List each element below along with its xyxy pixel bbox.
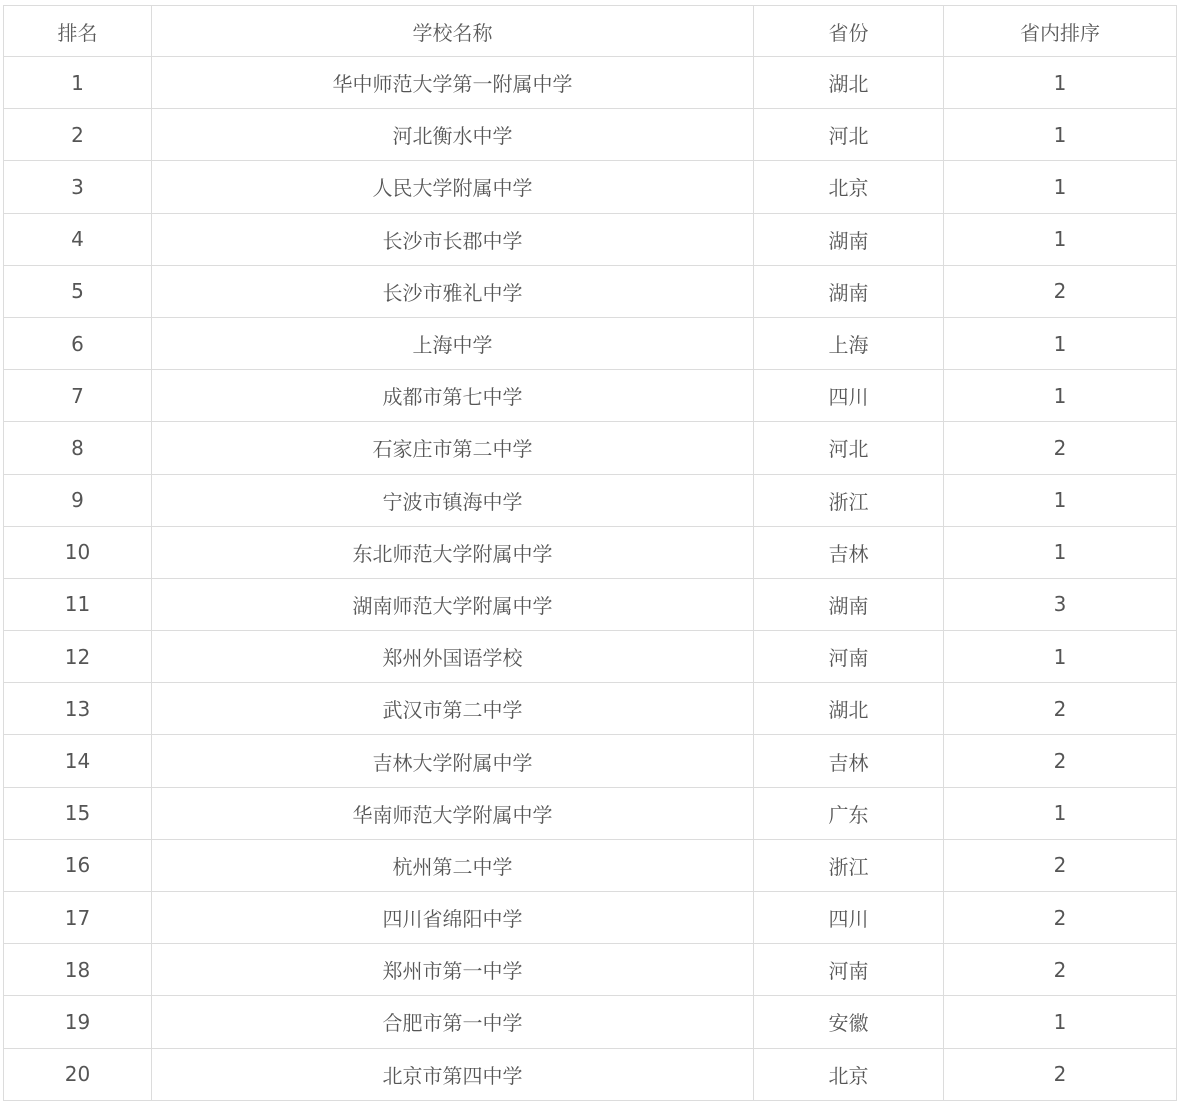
table-row (4, 944, 1177, 996)
cell-rank: 2 (4, 109, 152, 161)
cell-rank: 20 (4, 1048, 152, 1100)
cell-province-order: 2 (944, 683, 1177, 735)
cell-province-order: 2 (944, 944, 1177, 996)
cell-province: 四川 (754, 370, 944, 422)
cell-province-order: 2 (944, 422, 1177, 474)
table-row (4, 839, 1177, 891)
cell-province: 湖南 (754, 265, 944, 317)
cell-province: 上海 (754, 317, 944, 369)
table-row (4, 422, 1177, 474)
cell-province: 吉林 (754, 735, 944, 787)
cell-province: 北京 (754, 1048, 944, 1100)
cell-rank: 16 (4, 839, 152, 891)
cell-province: 湖北 (754, 57, 944, 109)
school-ranking-table (3, 5, 1177, 1101)
cell-rank: 10 (4, 526, 152, 578)
cell-province-order: 1 (944, 370, 1177, 422)
cell-province: 湖北 (754, 683, 944, 735)
cell-province: 浙江 (754, 474, 944, 526)
cell-school-name: 石家庄市第二中学 (152, 422, 754, 474)
table-body (4, 57, 1177, 1101)
cell-school-name: 北京市第四中学 (152, 1048, 754, 1100)
cell-school-name: 合肥市第一中学 (152, 996, 754, 1048)
cell-school-name: 郑州外国语学校 (152, 631, 754, 683)
cell-rank: 15 (4, 787, 152, 839)
header-rank: 排名 (4, 6, 152, 57)
cell-province: 四川 (754, 892, 944, 944)
cell-school-name: 宁波市镇海中学 (152, 474, 754, 526)
table-row (4, 265, 1177, 317)
cell-province-order: 1 (944, 787, 1177, 839)
cell-province-order: 1 (944, 526, 1177, 578)
cell-province: 安徽 (754, 996, 944, 1048)
cell-rank: 3 (4, 161, 152, 213)
cell-school-name: 人民大学附属中学 (152, 161, 754, 213)
cell-school-name: 吉林大学附属中学 (152, 735, 754, 787)
cell-province-order: 1 (944, 161, 1177, 213)
cell-province: 湖南 (754, 578, 944, 630)
header-province-order: 省内排序 (944, 6, 1177, 57)
cell-school-name: 长沙市长郡中学 (152, 213, 754, 265)
cell-rank: 17 (4, 892, 152, 944)
table-row (4, 317, 1177, 369)
cell-province-order: 3 (944, 578, 1177, 630)
table-row (4, 526, 1177, 578)
table-row (4, 1048, 1177, 1100)
cell-rank: 5 (4, 265, 152, 317)
cell-province: 北京 (754, 161, 944, 213)
table-row (4, 57, 1177, 109)
cell-province-order: 2 (944, 1048, 1177, 1100)
table-row (4, 631, 1177, 683)
cell-province-order: 1 (944, 474, 1177, 526)
cell-province-order: 1 (944, 213, 1177, 265)
cell-rank: 8 (4, 422, 152, 474)
table-row (4, 996, 1177, 1048)
cell-province-order: 2 (944, 265, 1177, 317)
cell-rank: 7 (4, 370, 152, 422)
cell-school-name: 东北师范大学附属中学 (152, 526, 754, 578)
table-row (4, 892, 1177, 944)
cell-rank: 4 (4, 213, 152, 265)
cell-rank: 6 (4, 317, 152, 369)
cell-province-order: 1 (944, 57, 1177, 109)
cell-school-name: 成都市第七中学 (152, 370, 754, 422)
table-row (4, 787, 1177, 839)
cell-province: 湖南 (754, 213, 944, 265)
table-row (4, 735, 1177, 787)
cell-province: 吉林 (754, 526, 944, 578)
cell-province: 河北 (754, 422, 944, 474)
cell-rank: 12 (4, 631, 152, 683)
table-row (4, 161, 1177, 213)
header-school-name: 学校名称 (152, 6, 754, 57)
cell-province-order: 1 (944, 996, 1177, 1048)
cell-province-order: 2 (944, 839, 1177, 891)
cell-school-name: 华中师范大学第一附属中学 (152, 57, 754, 109)
cell-rank: 11 (4, 578, 152, 630)
table-header-row (4, 6, 1177, 57)
cell-rank: 9 (4, 474, 152, 526)
cell-province: 浙江 (754, 839, 944, 891)
table-row (4, 683, 1177, 735)
cell-school-name: 长沙市雅礼中学 (152, 265, 754, 317)
cell-school-name: 华南师范大学附属中学 (152, 787, 754, 839)
ranking-table-container (3, 5, 1176, 1101)
cell-rank: 13 (4, 683, 152, 735)
cell-school-name: 武汉市第二中学 (152, 683, 754, 735)
cell-school-name: 四川省绵阳中学 (152, 892, 754, 944)
header-province: 省份 (754, 6, 944, 57)
cell-school-name: 湖南师范大学附属中学 (152, 578, 754, 630)
cell-rank: 19 (4, 996, 152, 1048)
cell-school-name: 郑州市第一中学 (152, 944, 754, 996)
cell-province: 河北 (754, 109, 944, 161)
cell-province-order: 1 (944, 109, 1177, 161)
table-row (4, 213, 1177, 265)
cell-province: 广东 (754, 787, 944, 839)
cell-rank: 1 (4, 57, 152, 109)
cell-school-name: 杭州第二中学 (152, 839, 754, 891)
cell-province-order: 1 (944, 631, 1177, 683)
table-row (4, 109, 1177, 161)
cell-province: 河南 (754, 944, 944, 996)
cell-province-order: 2 (944, 735, 1177, 787)
cell-province-order: 1 (944, 317, 1177, 369)
cell-province: 河南 (754, 631, 944, 683)
cell-school-name: 上海中学 (152, 317, 754, 369)
table-row (4, 578, 1177, 630)
cell-rank: 18 (4, 944, 152, 996)
cell-province-order: 2 (944, 892, 1177, 944)
table-row (4, 370, 1177, 422)
cell-rank: 14 (4, 735, 152, 787)
table-row (4, 474, 1177, 526)
cell-school-name: 河北衡水中学 (152, 109, 754, 161)
